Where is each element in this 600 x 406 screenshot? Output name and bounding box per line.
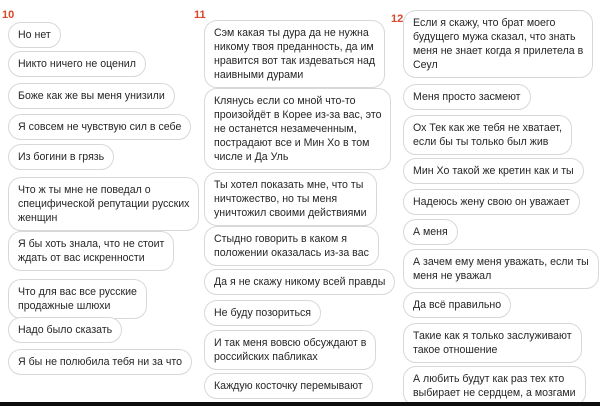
message-bubble[interactable]: Да всё правильно xyxy=(403,292,511,318)
screenshot-number: 11 xyxy=(194,9,206,21)
message-bubble[interactable]: Ох Тек как же тебя не хватает, если бы ты только был жив xyxy=(403,115,572,155)
message-bubble[interactable]: Я совсем не чувствую сил в себе xyxy=(8,114,191,140)
message-bubble[interactable]: Стыдно говорить в каком я положении оказалась из-за вас xyxy=(204,226,379,266)
message-bubble[interactable]: Я бы хоть знала, что не стоит ждать от вас искренности xyxy=(8,231,174,271)
message-bubble[interactable]: Если я скажу, что брат моего будущего мужа сказал, что знать меня не знает когда я прилетела в Сеул xyxy=(403,10,593,78)
bottom-divider xyxy=(0,402,600,406)
message-bubble[interactable]: Что ж ты мне не поведал о специфической репутации русских женщин xyxy=(8,177,199,231)
message-bubble[interactable]: Меня просто засмеют xyxy=(403,84,531,110)
message-bubble[interactable]: Я бы не полюбила тебя ни за что xyxy=(8,349,192,375)
message-bubble[interactable]: Да я не скажу никому всей правды xyxy=(204,269,395,295)
screenshot-number: 12 xyxy=(391,13,404,25)
message-bubble[interactable]: И так меня вовсю обсуждают в российских пабликах xyxy=(204,330,376,370)
message-bubble[interactable]: Такие как я только заслуживают такое отношение xyxy=(403,323,582,363)
message-bubble[interactable]: Боже как же вы меня унизили xyxy=(8,83,175,109)
message-bubble[interactable]: Мин Хо такой же кретин как и ты xyxy=(403,158,584,184)
message-bubble[interactable]: Ты хотел показать мне, что ты ничтожество, но ты меня уничтожил своими действиями xyxy=(204,172,377,226)
message-bubble[interactable]: Надеюсь жену свою он уважает xyxy=(403,189,580,215)
message-bubble[interactable]: Никто ничего не оценил xyxy=(8,51,146,77)
message-bubble[interactable]: А зачем ему меня уважать, если ты меня не уважал xyxy=(403,249,599,289)
message-bubble[interactable]: Но нет xyxy=(8,22,61,48)
message-bubble[interactable]: Из богини в грязь xyxy=(8,144,114,170)
message-bubble[interactable]: Каждую косточку перемывают xyxy=(204,373,373,399)
message-bubble[interactable]: Клянусь если со мной что-то произойдёт в Корее из-за вас, это не останется незамеченным, пострадают все и Мин Хо в том числе и Да Уль xyxy=(204,88,391,170)
message-bubble[interactable]: Что для вас все русские продажные шлюхи xyxy=(8,279,147,319)
message-bubble[interactable]: Сэм какая ты дура да не нужна никому твоя преданность, да им нравится вот так издеваться над наивными дурами xyxy=(204,20,385,88)
message-bubble[interactable]: А меня xyxy=(403,219,458,245)
screenshot-number: 10 xyxy=(2,9,15,21)
message-bubble[interactable]: А любить будут как раз тех кто выбирает не сердцем, а мозгами xyxy=(403,366,586,406)
message-bubble[interactable]: Надо было сказать xyxy=(8,317,122,343)
message-bubble[interactable]: Не буду позориться xyxy=(204,300,321,326)
